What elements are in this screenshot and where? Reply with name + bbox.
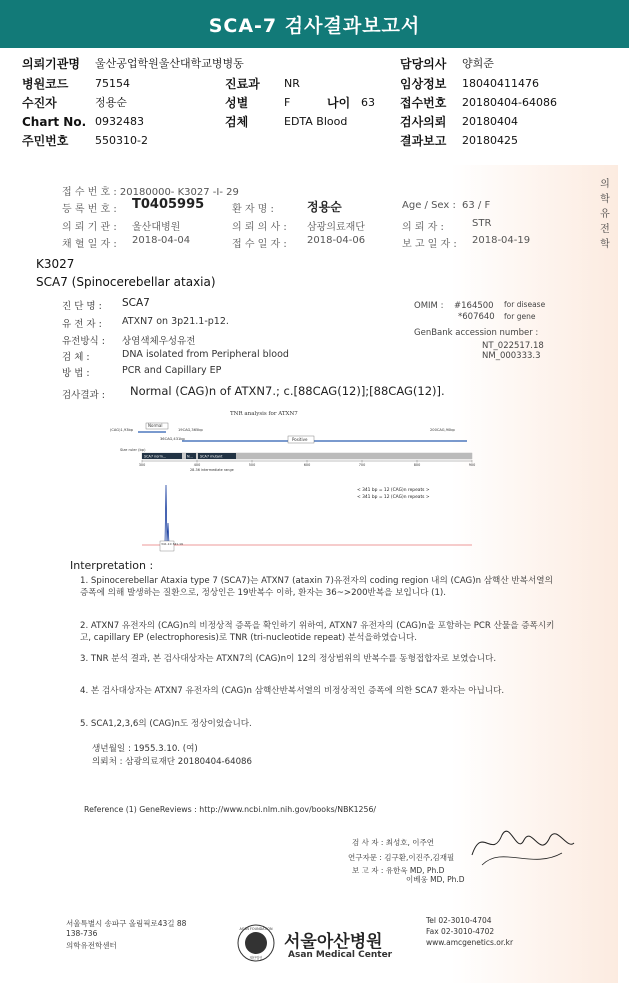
label-cag36: 36CAG,431bp [160, 437, 185, 441]
side-char: 학 [600, 239, 610, 250]
logo-small-text: 재단법인 [249, 956, 263, 960]
institution-value: 울산대병원 [132, 222, 181, 233]
omim-gene: *607640 [458, 312, 495, 322]
figure-title: TNR analysis for ATXN7 [230, 411, 298, 417]
requester: 의뢰처 : 삼광의료재단 20180404-64086 [92, 757, 252, 767]
agesex-label: Age / Sex : [402, 200, 456, 211]
gene-value: ATXN7 on 3p21.1-p12. [122, 316, 229, 327]
signature-stroke [472, 831, 574, 855]
side-char: 전 [600, 224, 610, 235]
sex-label: 성별 [225, 96, 249, 110]
label-normal: Normal [148, 423, 163, 428]
address-1: 서울특별시 송파구 올림픽로43길 88 [66, 919, 187, 928]
spec-label: 검 체 : [62, 352, 90, 363]
method-value: PCR and Capillary EP [122, 365, 222, 376]
axis-tick-label: 700 [358, 463, 366, 467]
logo-center [245, 932, 267, 954]
report-label: 결과보고 [400, 134, 447, 148]
dx-label: 진 단 명 : [62, 301, 102, 312]
asan-logo [236, 923, 276, 963]
reporter: 보 고 자 : 유한욱 MD, Ph.D [352, 866, 445, 875]
inter-bar-label: N... [187, 454, 193, 459]
clinical-label: 임상정보 [400, 77, 447, 91]
signature-stroke [482, 853, 562, 865]
interp-p1: 1. Spinocerebellar Ataxia type 7 (SCA7)는 ATXN7 (ataxin 7)유전자의 coding region 내의 (CAG)n 삼핵산 반복서열의 증폭에 의해 발생하는 질환으로, 정상인은 19반복수 이하, 환자는 36~>200반복을 보입니다 (1). [80, 576, 553, 598]
result-label: 검사결과 : [62, 390, 105, 401]
axis-tick-label: 800 [413, 463, 421, 467]
request-value: 20180404 [462, 115, 518, 128]
req-doctor-label: 의 뢰 의 사 : [232, 222, 287, 233]
label-positive: Positive [292, 437, 308, 442]
id-label: 주민번호 [22, 134, 69, 148]
hospital-value: 울산공업학원울산대학교병병동 [95, 57, 244, 70]
doctor-value: 양희준 [462, 57, 494, 70]
referrer-label: 의 뢰 자 : [402, 222, 444, 233]
specimen-label: 검체 [225, 115, 249, 129]
side-char: 학 [600, 194, 610, 205]
side-char: 의 [600, 179, 610, 190]
age-label: 나이 [327, 96, 351, 110]
genbank-2: NM_000333.3 [482, 351, 541, 361]
interpretation-heading: Interpretation : [70, 559, 154, 572]
interp-p4: 4. 본 검사대상자는 ATXN7 유전자의 (CAG)n 삼핵산반복서열의 비정상적인 증폭에 의한 SCA7 환자는 아닙니다. [80, 686, 505, 696]
signature [462, 815, 582, 875]
patient-name-label: 환 자 명 : [232, 204, 274, 215]
omim-disease-note: for disease [504, 300, 546, 309]
genbank-label: GenBank accession number : [414, 328, 539, 338]
size-ruler-label: Size ruler (bp) [120, 448, 146, 452]
agesex-value: 63 / F [462, 200, 491, 211]
omim-gene-note: for gene [504, 312, 536, 321]
report-value: 20180425 [462, 134, 518, 147]
hospital-kr: 서울아산병원 [284, 932, 383, 952]
gene-label: 유 전 자 : [62, 319, 102, 330]
side-label [598, 177, 612, 252]
spec-value: DNA isolated from Peripheral blood [122, 349, 289, 360]
logo-ring-text: ASAN FOUNDATION [239, 927, 273, 931]
sex-value: F [284, 96, 291, 109]
receipt-label: 접수번호 [400, 96, 447, 110]
examinee-value: 정용순 [95, 96, 127, 109]
reg-number: T0405995 [132, 197, 205, 212]
fax: Fax 02-3010-4702 [426, 927, 495, 936]
dx-value: SCA7 [122, 297, 150, 309]
label-cag200: 200CAG,90bp [430, 428, 455, 432]
repeat-line-1: < 341 bp = 12 (CAG)n repeats > [357, 488, 430, 493]
age-value: 63 [361, 96, 375, 109]
peak-label: 341.10 341.19 [161, 542, 183, 546]
interp-p5: 5. SCA1,2,3,6의 (CAG)n도 정상이었습니다. [80, 719, 252, 729]
website: www.amcgenetics.or.kr [426, 938, 514, 947]
axis-tick-label: 900 [468, 463, 476, 467]
patient-name: 정용순 [307, 200, 342, 214]
chart-label: Chart No. [22, 115, 87, 129]
genbank-1: NT_022517.18 [482, 341, 544, 351]
axis-tick-label: 400 [193, 463, 201, 467]
receive-date: 2018-04-06 [307, 235, 366, 246]
omim-disease: #164500 [454, 301, 494, 311]
tel: Tel 02-3010-4704 [426, 916, 492, 925]
doctor-label: 담당의사 [400, 57, 447, 71]
referrer-value: STR [472, 218, 492, 229]
axis-tick-label: 500 [248, 463, 256, 467]
interp-p3: 3. TNR 분석 결과, 본 검사대상자는 ATXN7의 (CAG)n이 12의 정상범위의 반복수를 동형접합자로 보였습니다. [80, 654, 497, 664]
reference: Reference (1) GeneReviews : http://www.ncbi.nlm.nih.gov/books/NBK1256/ [84, 805, 377, 814]
mutant-bar [198, 453, 472, 459]
method-label: 방 법 : [62, 368, 90, 379]
peak-trace [164, 485, 169, 545]
code-value: 75154 [95, 77, 130, 90]
mode-label: 유전방식 : [62, 336, 105, 347]
result-value: Normal (CAG)n of ATXN7.; c.[88CAG(12)];[88CAG(12)]. [130, 384, 445, 398]
report-date-label: 보 고 일 자 : [402, 239, 457, 250]
axis-tick-label: 300 [138, 463, 146, 467]
request-label: 검사의뢰 [400, 115, 447, 129]
receive-date-label: 접 수 일 자 : [232, 239, 287, 250]
label-cag19: 19CAG,365bp [178, 428, 203, 432]
research-advisors: 연구자문 : 김구환,이진주,김재필 [348, 853, 455, 862]
omim-label: OMIM : [414, 301, 444, 311]
req-doctor-value: 삼광의료재단 [307, 222, 365, 233]
dept-label: 진료과 [225, 77, 260, 91]
scanned-report [22, 165, 618, 983]
hospital-label: 의뢰기관명 [22, 57, 80, 71]
id-value: 550310-2 [95, 134, 148, 147]
institution-label: 의 뢰 기 관 : [62, 222, 117, 233]
axis-tick-label: 600 [303, 463, 311, 467]
birth-date: 생년월일 : 1955.3.10. (여) [92, 744, 198, 754]
dept-value: NR [284, 77, 300, 90]
draw-date-label: 채 혈 일 자 : [62, 239, 117, 250]
reg-label: 등 록 번 호 : [62, 204, 117, 215]
examinee-label: 수진자 [22, 96, 57, 110]
receipt-value: 20180404-64086 [462, 96, 557, 109]
test-name: SCA7 (Spinocerebellar ataxia) [36, 275, 216, 289]
interp-p2: 2. ATXN7 유전자의 (CAG)n의 비정상적 증폭을 확인하기 위하여, ATXN7 유전자의 (CAG)n을 포함하는 PCR 산물을 증폭시키고, capillary EP (electrophoresis)로 TNR (tri-nucleotide repeat) 분석을하였습니다. [80, 621, 555, 643]
report-date: 2018-04-19 [472, 235, 531, 246]
report-title: SCA-7 검사결과보고서 [0, 0, 629, 48]
label-cag1: (CAG)1,93bp [110, 428, 134, 432]
side-char: 유 [600, 209, 610, 220]
draw-date: 2018-04-04 [132, 235, 191, 246]
tester: 검 사 자 : 최성호, 이주연 [352, 838, 435, 847]
address-2: 138-736 [66, 929, 98, 938]
chart-value: 0932483 [95, 115, 144, 128]
hospital-en: Asan Medical Center [288, 950, 393, 960]
norm-bar-label: SCA7 norm... [144, 454, 167, 459]
mutant-bar-label: SCA7 mutant [200, 454, 223, 459]
specimen-value: EDTA Blood [284, 115, 348, 128]
code-label: 병원코드 [22, 77, 69, 91]
reporter-2: 이베웅 MD, Ph.D [406, 875, 465, 884]
tnr-figure [102, 405, 482, 555]
receipt-number: 접 수 번 호 : 20180000- K3027 -I- 29 [62, 187, 239, 198]
test-code: K3027 [36, 257, 75, 271]
clinical-value: 18040411476 [462, 77, 539, 90]
mode-value: 상염색체우성유전 [122, 336, 196, 347]
intermediate-label: 28-36 intermediate range [190, 468, 234, 472]
address-3: 의학유전학센터 [66, 941, 117, 950]
repeat-line-2: < 341 bp = 12 (CAG)n repeats > [357, 495, 430, 500]
